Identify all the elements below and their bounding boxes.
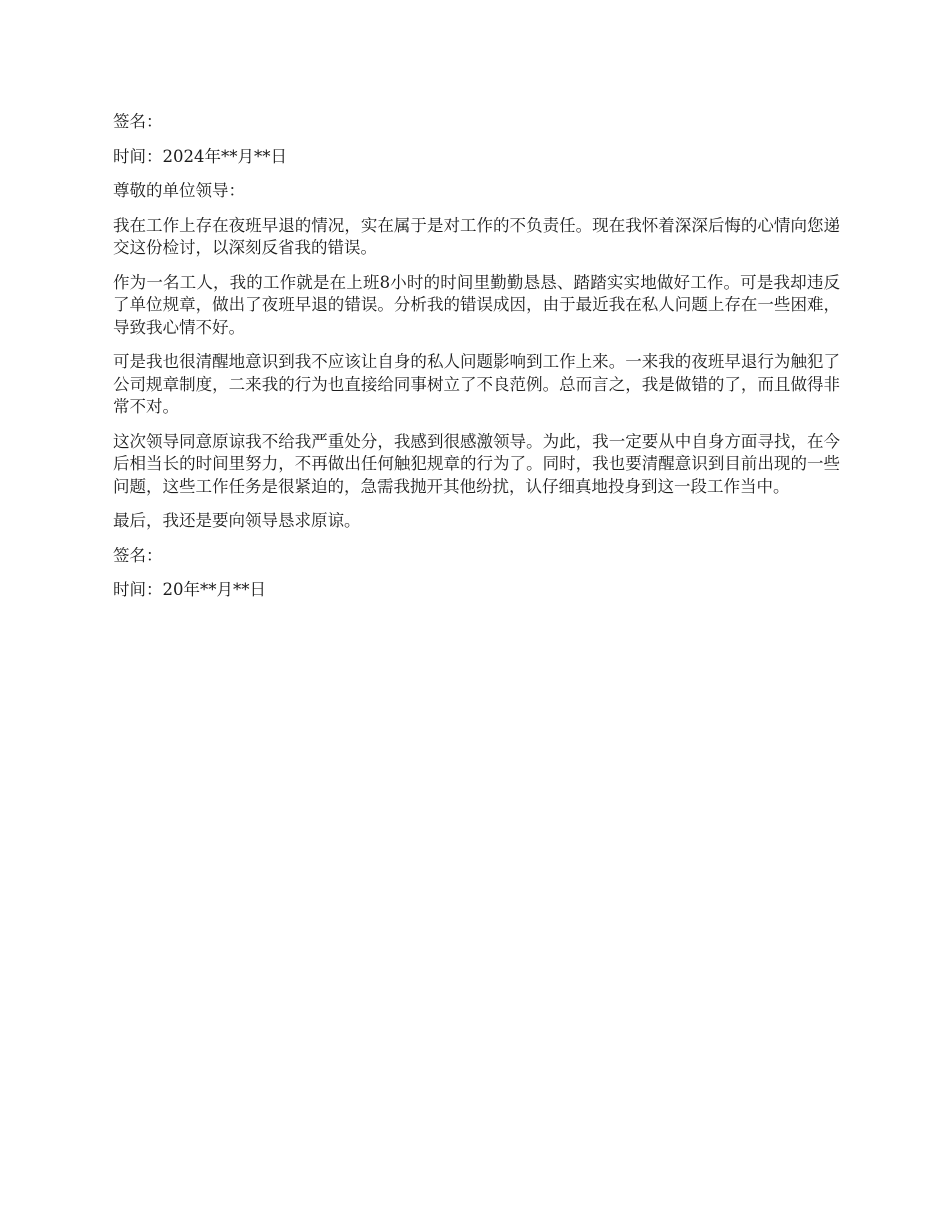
body-paragraph: 这次领导同意原谅我不给我严重处分，我感到很感激领导。为此，我一定要从中自身方面寻找，在今后相当长的时间里努力，不再做出任何触犯规章的行为了。同时，我也要清醒意识到目前出现的一些问题，这些工作任务是很紧迫的，急需我抛开其他纷扰，认仔细真地投身到这一段工作当中。 <box>113 431 840 496</box>
header-date: 时间：2024年**月**日 <box>113 146 287 166</box>
body-paragraph: 作为一名工人，我的工作就是在上班8小时的时间里勤勤恳恳、踏踏实实地做好工作。可是我却违反了单位规章，做出了夜班早退的错误。分析我的错误成因，由于最近我在私人问题上存在一些困难，导致我心情不好。 <box>113 272 840 337</box>
document-page <box>113 111 840 614</box>
header-signature: 签名： <box>113 112 163 131</box>
body-paragraph: 我在工作上存在夜班早退的情况，实在属于是对工作的不负责任。现在我怀着深深后悔的心情向您递交这份检讨，以深刻反省我的错误。 <box>113 215 840 257</box>
footer-signature: 签名： <box>113 545 163 565</box>
footer-date: 时间：20年**月**日 <box>113 580 266 599</box>
body-paragraph: 可是我也很清醒地意识到我不应该让自身的私人问题影响到工作上来。一来我的夜班早退行为触犯了公司规章制度，二来我的行为也直接给同事树立了不良范例。总而言之，我是做错的了，而且做得非常不对。 <box>113 352 840 416</box>
closing-paragraph: 最后，我还是要向领导恳求原谅。 <box>113 511 361 530</box>
salutation: 尊敬的单位领导： <box>113 181 245 200</box>
